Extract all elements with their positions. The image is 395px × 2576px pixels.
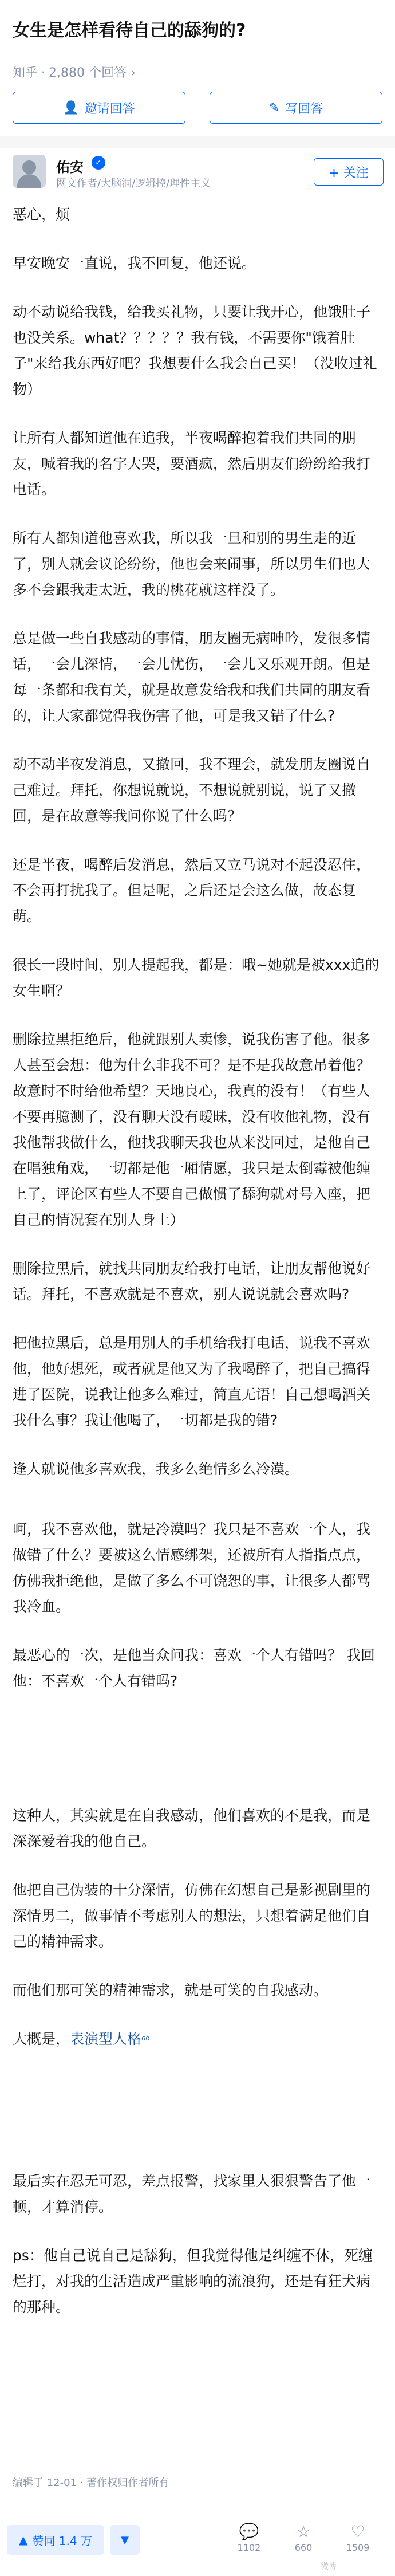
upvote-label: 赞同 1.4 万 xyxy=(32,2534,92,2548)
answer-paragraph: ps：他自己说自己是舔狗，但我觉得他是纠缠不休，死缠烂打，对我的生活造成严重影响的流浪狗，还是有狂犬病的那种。 xyxy=(13,2247,373,2315)
upvote-button[interactable] xyxy=(7,2525,104,2555)
personality-link[interactable]: 表演型人格 xyxy=(70,2031,142,2047)
watermark: 微博 xyxy=(321,2562,337,2571)
answer-paragraph: 早安晚安一直说，我不回复，他还说。 xyxy=(13,255,256,272)
favorite-button[interactable] xyxy=(283,2522,323,2553)
question-meta[interactable] xyxy=(13,63,136,81)
separator: · xyxy=(41,66,46,80)
downvote-button[interactable] xyxy=(110,2525,140,2555)
answer-paragraph: 把他拉黑后，总是用别人的手机给我打电话，说我不喜欢他，他好想死，或者就是他又为了我喝醉了，把自己搞得进了医院，说我让他多么难过，简直无语！自己想喝酒关我什么事？我让他喝了，一切都是我的错? xyxy=(13,1335,371,1429)
upvote-icon: ▲ xyxy=(19,2533,28,2547)
answer-paragraph: 总是做一些自我感动的事情，朋友圈无病呻吟，发很多情话，一会儿深情，一会儿忧伤，一会儿又乐观开朗。但是每一条都和我有关，就是故意发给我和我们共同的朋友看的，让大家都觉得我伤害了他，可是我又错了什么? xyxy=(13,630,371,724)
answer-paragraph: 这种人，其实就是在自我感动，他们喜欢的不是我，而是深深爱着我的他自己。 xyxy=(13,1807,371,1850)
answer-paragraph: 动不动说给我钱，给我买礼物，只要让我开心，他饿肚子也没关系。what？？？？？我有钱，不需要你"饿着肚子"来给我东西好吧？我想要什么我会自己买！（没收过礼物） xyxy=(13,304,377,398)
answer-paragraph: 删除拉黑拒绝后，他就跟别人卖惨，说我伤害了他。很多人甚至会想：他为什么非我不可？是不是我故意吊着他？故意时不时给他希望？天地良心，我真的没有！（有些人不要再臆测了，没有聊天没有暧昧，没有收他礼物，没有我他帮我做什么，他找我聊天我也从来没回过，是他自己在唱独角戏，一切都是他一厢情愿，我只是太倒霉被他缠上了，评论区有些人不要自己做惯了舔狗就对号入座，把自己的情况套在别人身上） xyxy=(13,1031,371,1228)
comment-button[interactable] xyxy=(229,2522,269,2553)
answer-paragraph: 删除拉黑后，就找共同朋友给我打电话，让朋友帮他说好话。拜托，不喜欢就是不喜欢，别人说说就会喜欢吗? xyxy=(13,1260,371,1303)
answer-paragraph: 呵，我不喜欢他，就是冷漠吗？我只是不喜欢一个人，我做错了什么？要被这么情感绑架，还被所有人指指点点，仿佛我拒绝他，是做了多么不可饶恕的事，让很多人都骂我冷血。 xyxy=(13,1521,371,1615)
like-button[interactable] xyxy=(338,2522,378,2553)
answer-paragraph: 最恶心的一次，是他当众问我：喜欢一个人有错吗？ 我回他：不喜欢一个人有错吗? xyxy=(13,1647,375,1689)
downvote-icon: ▼ xyxy=(121,2534,129,2546)
verified-badge-icon: ✓ xyxy=(92,156,105,170)
author-bio: 网文作者/大脑洞/逻辑控/理性主义 xyxy=(56,178,211,190)
heart-icon: ♡ xyxy=(350,2522,365,2541)
invite-answer-button[interactable] xyxy=(13,92,185,124)
chevron-right-icon: › xyxy=(131,66,136,80)
person-plus-icon: 👤 xyxy=(63,100,79,115)
answer-paragraph: 逢人就说他多喜欢我，我多么绝情多么冷漠。 xyxy=(13,1461,299,1477)
answer-paragraph: 而他们那可笑的精神需求，就是可笑的自我感动。 xyxy=(13,1982,328,1999)
answer-paragraph: 所有人都知道他喜欢我，所以我一旦和别的男生走的近了，别人就会议论纷纷，他也会来闹事，所以男生们也大多不会跟我走太近，我的桃花就这样没了。 xyxy=(13,530,371,598)
write-answer-button[interactable] xyxy=(210,92,382,124)
avatar[interactable] xyxy=(13,155,46,188)
source-label: 知乎 xyxy=(13,66,38,80)
favorite-count: 660 xyxy=(294,2542,313,2553)
like-count: 1509 xyxy=(346,2542,370,2553)
follow-button[interactable]: + 关注 xyxy=(314,158,384,186)
comment-count: 1102 xyxy=(237,2542,261,2553)
answer-content xyxy=(13,202,382,2343)
pencil-icon: ✎ xyxy=(268,100,280,115)
answer-paragraph-link: 大概是，表演型人格⁶⁰ xyxy=(13,2031,150,2047)
answer-paragraph: 他把自己伪装的十分深情，仿佛在幻想自己是影视剧里的深情男二，做事情不考虑别人的想法，只想着满足他们自己的精神需求。 xyxy=(13,1882,371,1950)
answer-paragraph: 恶心，烦 xyxy=(13,206,70,223)
answer-paragraph: 最后实在忍无可忍，差点报警，找家里人狠狠警告了他一顿，才算消停。 xyxy=(13,2173,371,2215)
answer-count: 2,880 个回答 xyxy=(49,66,127,80)
answer-paragraph: 让所有人都知道他在追我，半夜喝醉抱着我们共同的朋友，喊着我的名字大哭，要酒疯，然后朋友们纷纷给我打电话。 xyxy=(13,430,371,498)
edit-info: 编辑于 12-01 · 著作权归作者所有 xyxy=(13,2477,169,2489)
star-icon: ☆ xyxy=(296,2522,311,2541)
answer-paragraph: 动不动半夜发消息，又撤回，我不理会，就发朋友圈说自己难过。拜托，你想说就说，不想说就别说，说了又撤回，是在故意等我问你说了什么吗？ xyxy=(13,756,371,824)
link-icon: ⁶⁰ xyxy=(141,2035,150,2047)
comment-icon: 💬 xyxy=(239,2522,259,2541)
divider xyxy=(0,136,395,148)
write-answer-label: 写回答 xyxy=(285,101,323,116)
answer-paragraph: 还是半夜，喝醉后发消息，然后又立马说对不起没忍住，不会再打扰我了。但是呢，之后还是会这么做，故态复萌。 xyxy=(13,856,371,925)
invite-answer-label: 邀请回答 xyxy=(84,101,135,116)
question-title[interactable]: 女生是怎样看待自己的舔狗的? xyxy=(13,21,246,41)
answer-paragraph: 很长一段时间，别人提起我，都是：哦~她就是被xxx追的女生啊？ xyxy=(13,957,380,999)
author-name[interactable]: 佑安 xyxy=(56,159,84,175)
